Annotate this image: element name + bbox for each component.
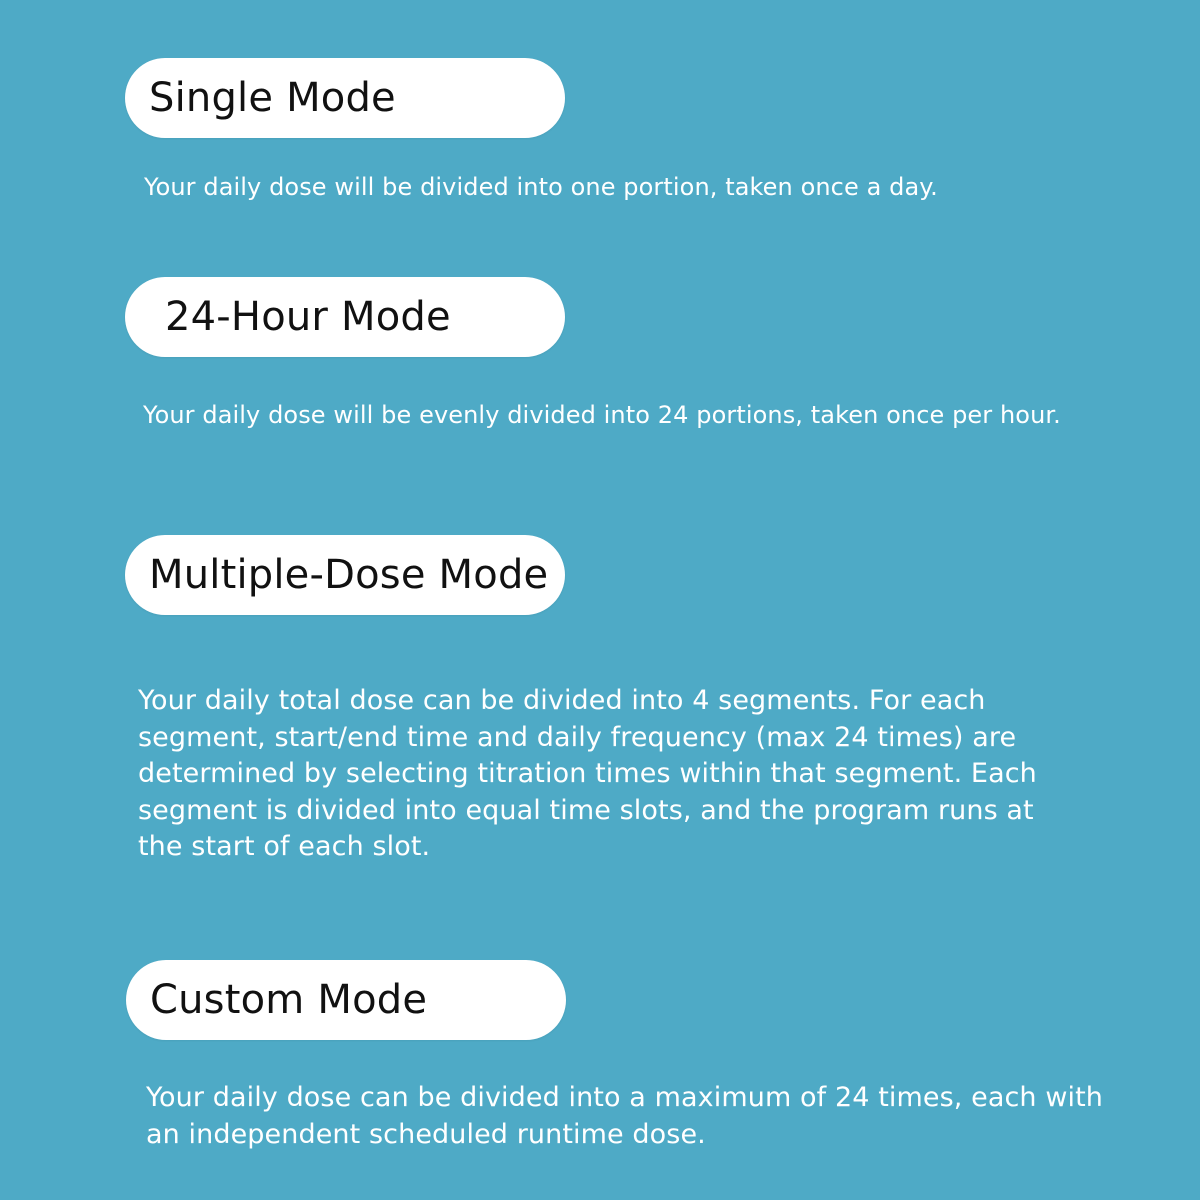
- custom-mode-pill: [126, 960, 566, 1040]
- multiple-dose-mode-description: Your daily total dose can be divided into 4 segments. For each segment, start/end time and daily frequency (max 24 times) are determined by selecting titration times within that segment. Each segment is divided into equal time slots, and the program runs at the start of each slot.: [138, 685, 1037, 862]
- custom-mode-description: Your daily dose can be divided into a maximum of 24 times, each with an independent scheduled runtime dose.: [146, 1082, 1104, 1150]
- 24-hour-mode-title: 24-Hour Mode: [165, 294, 451, 340]
- 24-hour-mode-pill: [125, 277, 565, 357]
- custom-mode-title: Custom Mode: [150, 977, 428, 1023]
- single-mode-pill: [125, 58, 565, 138]
- multiple-dose-mode-pill: [125, 535, 565, 615]
- 24-hour-mode-description: Your daily dose will be evenly divided into 24 portions, taken once per hour.: [143, 401, 1061, 429]
- single-mode-title: Single Mode: [149, 75, 396, 121]
- single-mode-description: Your daily dose will be divided into one portion, taken once a day.: [144, 173, 938, 201]
- multiple-dose-mode-title: Multiple-Dose Mode: [149, 552, 549, 598]
